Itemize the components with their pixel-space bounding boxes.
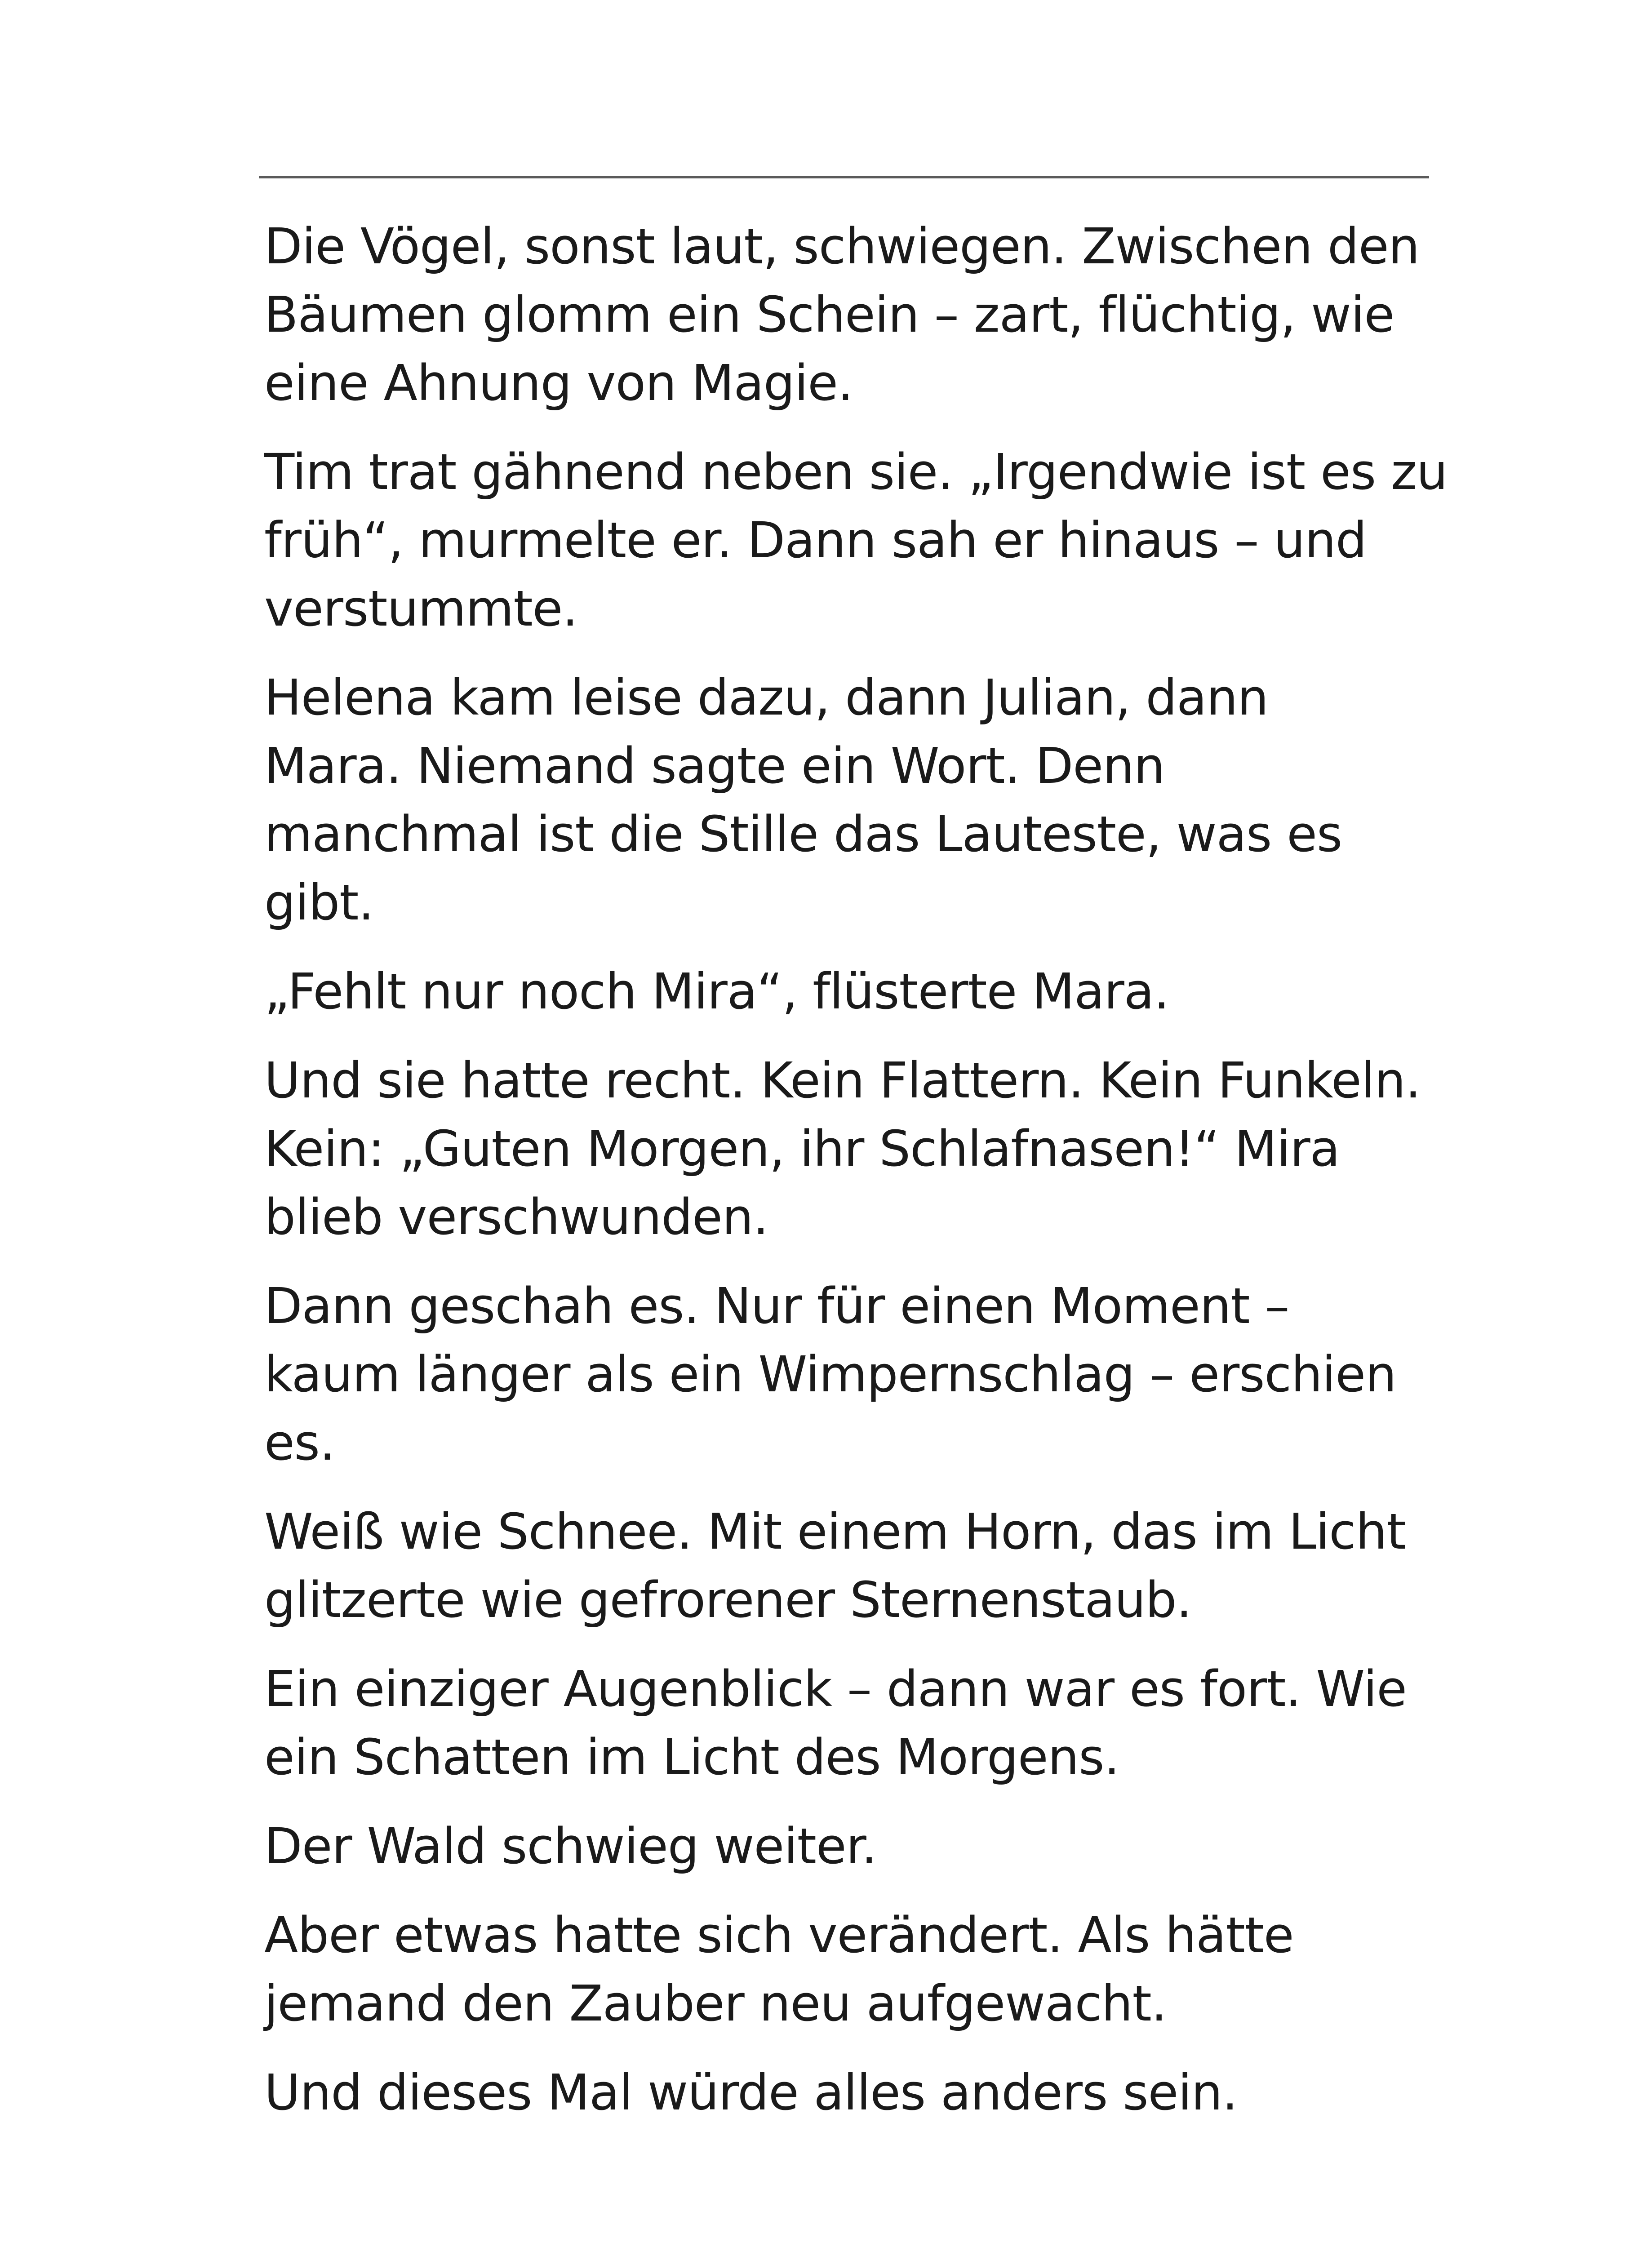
text-line: Dann geschah es. Nur für einen Moment – bbox=[264, 1277, 1289, 1335]
page-body bbox=[264, 212, 1448, 2147]
paragraph bbox=[264, 1655, 1429, 1791]
text-line: verstummte. bbox=[264, 580, 578, 637]
text-line: Die Vögel, sonst laut, schwiegen. Zwischen den bbox=[264, 218, 1420, 275]
text-line: Mara. Niemand sagte ein Wort. Denn bbox=[264, 737, 1165, 795]
text-line: Und sie hatte recht. Kein Flattern. Kein Funkeln. bbox=[264, 1052, 1421, 1109]
text-line: früh“, murmelte er. Dann sah er hinaus – und bbox=[264, 511, 1367, 569]
paragraph bbox=[264, 1497, 1429, 1634]
text-line: jemand den Zauber neu aufgewacht. bbox=[264, 1975, 1167, 2032]
text-line: Aber etwas hatte sich verändert. Als hätte bbox=[264, 1906, 1294, 1964]
text-line: glitzerte wie gefrorener Sternenstaub. bbox=[264, 1571, 1192, 1629]
text-line: „Fehlt nur noch Mira“, flüsterte Mara. bbox=[264, 963, 1169, 1020]
paragraph bbox=[264, 663, 1429, 937]
header-rule bbox=[259, 176, 1429, 178]
paragraph bbox=[264, 1901, 1429, 2038]
text-line: ein Schatten im Licht des Morgens. bbox=[264, 1728, 1119, 1786]
paragraph bbox=[264, 1272, 1429, 1477]
text-line: Und dieses Mal würde alles anders sein. bbox=[264, 2064, 1238, 2121]
paragraph bbox=[264, 1812, 1429, 1880]
paragraph bbox=[264, 212, 1429, 417]
text-line: Weiß wie Schnee. Mit einem Horn, das im Licht bbox=[264, 1503, 1406, 1560]
paragraph bbox=[264, 2058, 1429, 2127]
text-line: Ein einziger Augenblick – dann war es fort. Wie bbox=[264, 1660, 1407, 1718]
paragraph bbox=[264, 957, 1429, 1026]
text-line: Helena kam leise dazu, dann Julian, dann bbox=[264, 669, 1269, 726]
text-line: Kein: „Guten Morgen, ihr Schlafnasen!“ Mira bbox=[264, 1120, 1340, 1177]
text-line: Tim trat gähnend neben sie. „Irgendwie ist es zu bbox=[264, 443, 1448, 501]
text-line: eine Ahnung von Magie. bbox=[264, 354, 853, 412]
text-line: blieb verschwunden. bbox=[264, 1188, 768, 1246]
paragraph bbox=[264, 1046, 1429, 1251]
text-line: Der Wald schwieg weiter. bbox=[264, 1817, 877, 1875]
text-line: es. bbox=[264, 1414, 335, 1471]
text-line: kaum länger als ein Wimpernschlag – erschien bbox=[264, 1346, 1396, 1403]
text-line: gibt. bbox=[264, 874, 374, 931]
text-line: manchmal ist die Stille das Lauteste, was es bbox=[264, 805, 1342, 863]
text-line: Bäumen glomm ein Schein – zart, flüchtig, wie bbox=[264, 286, 1394, 343]
paragraph bbox=[264, 438, 1448, 643]
